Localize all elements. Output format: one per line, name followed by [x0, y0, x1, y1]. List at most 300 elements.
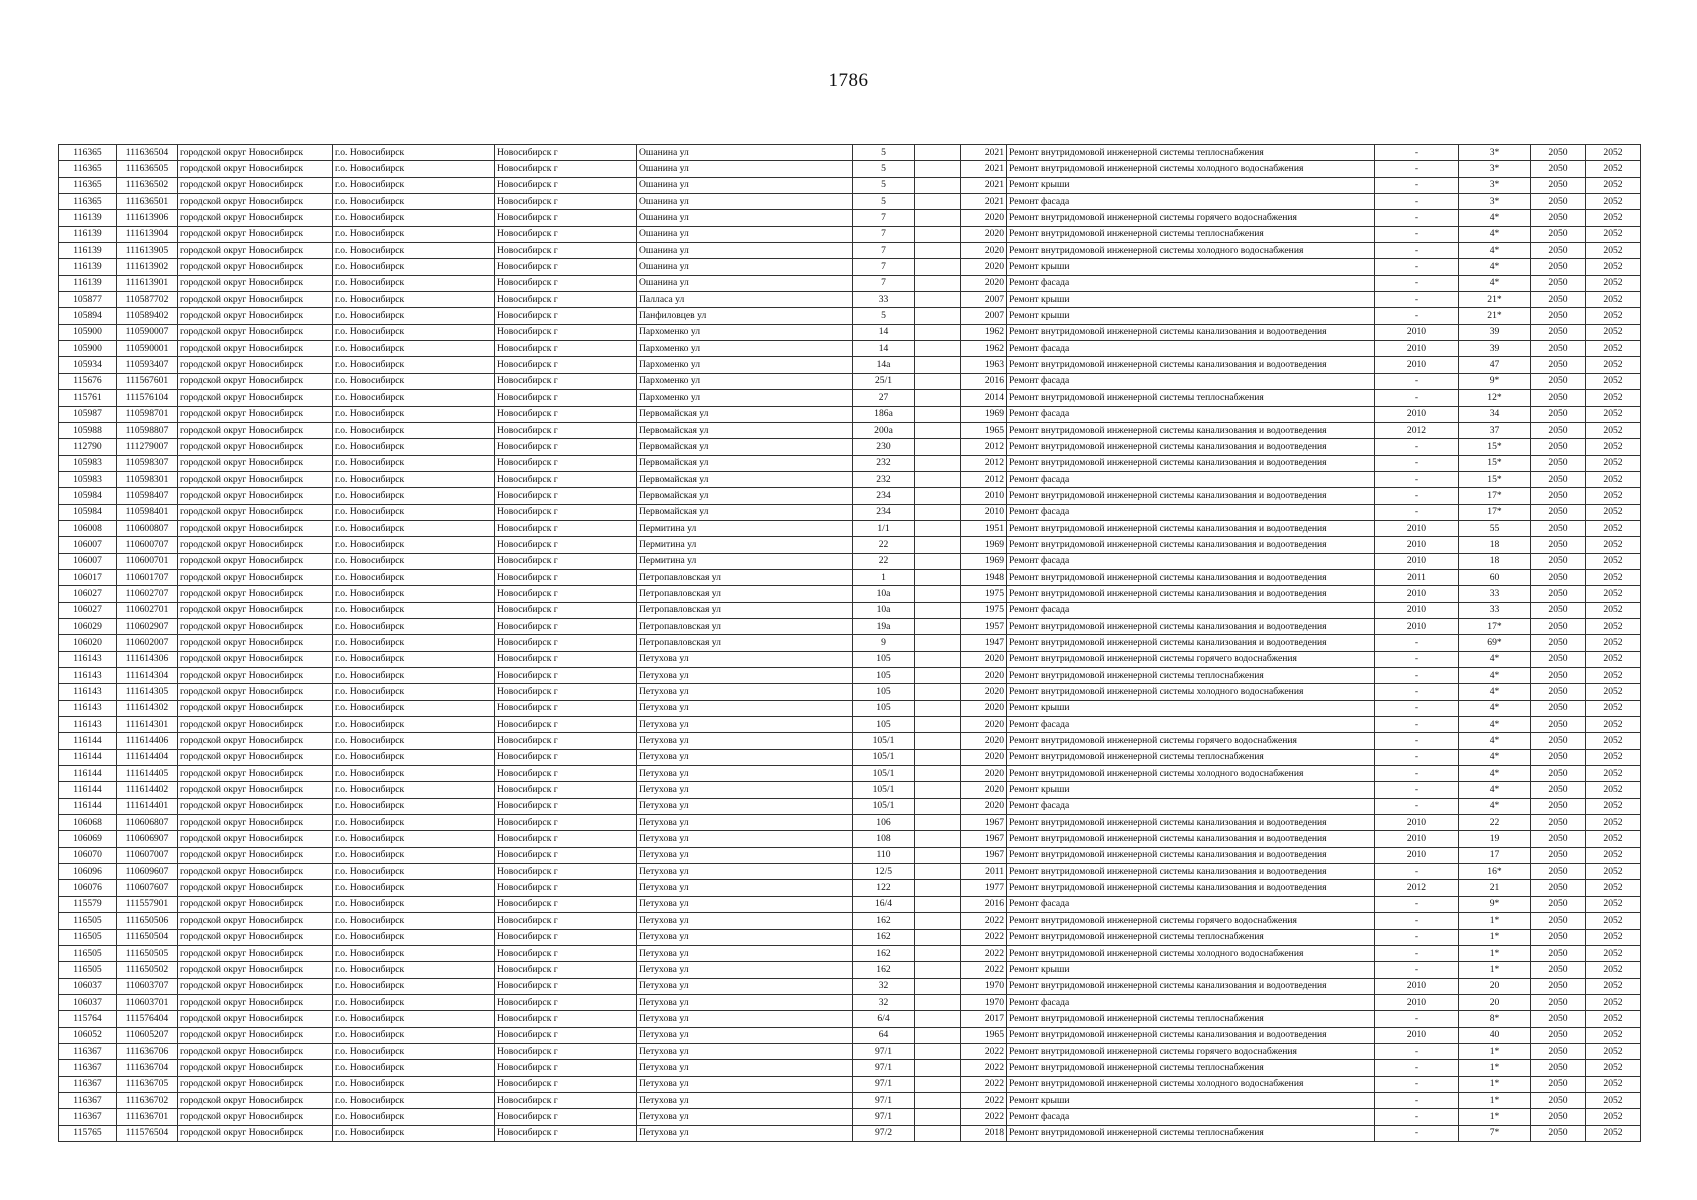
cell-work-type: Ремонт фасада — [1007, 1109, 1375, 1125]
cell-work-type: Ремонт крыши — [1007, 962, 1375, 978]
cell-work-type: Ремонт фасада — [1007, 373, 1375, 389]
cell-city: Новосибирск г — [495, 1109, 637, 1125]
cell-year: 2010 — [961, 504, 1007, 520]
cell-plan-end: 2052 — [1586, 226, 1641, 242]
cell-house-id: 106017 — [59, 569, 117, 585]
cell-work-type: Ремонт крыши — [1007, 308, 1375, 324]
table-row — [59, 700, 1641, 716]
cell-street: Ошанина ул — [637, 177, 853, 193]
cell-work-id: 111614305 — [117, 684, 178, 700]
table-row — [59, 880, 1641, 896]
cell-settlement: г.о. Новосибирск — [333, 406, 495, 422]
cell-building — [915, 308, 961, 324]
table-row — [59, 259, 1641, 275]
cell-plan-start: 2050 — [1531, 815, 1586, 831]
cell-city: Новосибирск г — [495, 357, 637, 373]
cell-last-repair-year: - — [1375, 962, 1459, 978]
table-row — [59, 945, 1641, 961]
cell-year: 1957 — [961, 618, 1007, 634]
cell-last-repair-year: - — [1375, 913, 1459, 929]
cell-year: 1975 — [961, 602, 1007, 618]
page-number: 1786 — [828, 70, 869, 91]
cell-house-id: 106076 — [59, 880, 117, 896]
table-row — [59, 422, 1641, 438]
table-row — [59, 177, 1641, 193]
cell-settlement: г.о. Новосибирск — [333, 684, 495, 700]
cell-plan-end: 2052 — [1586, 422, 1641, 438]
cell-house-number: 27 — [853, 390, 915, 406]
cell-municipality: городской округ Новосибирск — [178, 390, 333, 406]
cell-street: Петухова ул — [637, 782, 853, 798]
table-row — [59, 717, 1641, 733]
cell-house-number: 106 — [853, 815, 915, 831]
cell-street: Петухова ул — [637, 913, 853, 929]
cell-house-number: 22 — [853, 537, 915, 553]
cell-city: Новосибирск г — [495, 1076, 637, 1092]
cell-work-type: Ремонт фасада — [1007, 717, 1375, 733]
cell-plan-start: 2050 — [1531, 292, 1586, 308]
cell-work-id: 110605207 — [117, 1027, 178, 1043]
cell-house-id: 116144 — [59, 749, 117, 765]
cell-plan-start: 2050 — [1531, 831, 1586, 847]
table-row — [59, 651, 1641, 667]
cell-settlement: г.о. Новосибирск — [333, 553, 495, 569]
cell-city: Новосибирск г — [495, 962, 637, 978]
cell-street: Первомайская ул — [637, 439, 853, 455]
cell-municipality: городской округ Новосибирск — [178, 945, 333, 961]
cell-municipality: городской округ Новосибирск — [178, 1125, 333, 1141]
cell-house-id: 116505 — [59, 945, 117, 961]
cell-house-id: 116143 — [59, 668, 117, 684]
cell-municipality: городской округ Новосибирск — [178, 798, 333, 814]
cell-street: Петухова ул — [637, 668, 853, 684]
table-body — [59, 145, 1641, 1142]
cell-house-id: 116143 — [59, 651, 117, 667]
cell-plan-end: 2052 — [1586, 929, 1641, 945]
cell-plan-start: 2050 — [1531, 161, 1586, 177]
cell-work-id: 110600707 — [117, 537, 178, 553]
cell-last-repair-year: - — [1375, 1125, 1459, 1141]
cell-municipality: городской округ Новосибирск — [178, 766, 333, 782]
cell-work-type: Ремонт фасада — [1007, 406, 1375, 422]
cell-work-id: 110598301 — [117, 471, 178, 487]
cell-work-type: Ремонт внутридомовой инженерной системы горячего водоснабжения — [1007, 1043, 1375, 1059]
cell-plan-start: 2050 — [1531, 210, 1586, 226]
cell-building — [915, 210, 961, 226]
cell-year: 2021 — [961, 194, 1007, 210]
cell-plan-end: 2052 — [1586, 161, 1641, 177]
cell-work-id: 110606907 — [117, 831, 178, 847]
cell-year: 1965 — [961, 1027, 1007, 1043]
cell-municipality: городской округ Новосибирск — [178, 847, 333, 863]
cell-house-id: 116365 — [59, 145, 117, 161]
cell-city: Новосибирск г — [495, 308, 637, 324]
cell-house-number: 14 — [853, 324, 915, 340]
cell-work-type: Ремонт внутридомовой инженерной системы канализования и водоотведения — [1007, 880, 1375, 896]
cell-plan-end: 2052 — [1586, 520, 1641, 536]
cell-municipality: городской округ Новосибирск — [178, 815, 333, 831]
cell-municipality: городской округ Новосибирск — [178, 488, 333, 504]
cell-street: Петухова ул — [637, 1092, 853, 1108]
cell-city: Новосибирск г — [495, 864, 637, 880]
cell-city: Новосибирск г — [495, 292, 637, 308]
cell-work-id: 110598701 — [117, 406, 178, 422]
cell-plan-end: 2052 — [1586, 994, 1641, 1010]
cell-plan-end: 2052 — [1586, 390, 1641, 406]
cell-settlement: г.о. Новосибирск — [333, 733, 495, 749]
cell-year: 1951 — [961, 520, 1007, 536]
cell-plan-end: 2052 — [1586, 668, 1641, 684]
cell-work-type: Ремонт внутридомовой инженерной системы теплоснабжения — [1007, 1060, 1375, 1076]
cell-building — [915, 749, 961, 765]
cell-last-repair-year: - — [1375, 896, 1459, 912]
cell-plan-start: 2050 — [1531, 520, 1586, 536]
cell-work-id: 110607607 — [117, 880, 178, 896]
table-row — [59, 439, 1641, 455]
cell-house-number: 105/1 — [853, 749, 915, 765]
cell-city: Новосибирск г — [495, 913, 637, 929]
cell-work-type: Ремонт внутридомовой инженерной системы теплоснабжения — [1007, 668, 1375, 684]
cell-work-id: 110602907 — [117, 618, 178, 634]
cell-plan-end: 2052 — [1586, 651, 1641, 667]
cell-settlement: г.о. Новосибирск — [333, 210, 495, 226]
cell-last-repair-year: - — [1375, 929, 1459, 945]
cell-municipality: городской округ Новосибирск — [178, 161, 333, 177]
cell-settlement: г.о. Новосибирск — [333, 439, 495, 455]
cell-building — [915, 864, 961, 880]
cell-street: Первомайская ул — [637, 406, 853, 422]
cell-wear: 55 — [1459, 520, 1531, 536]
cell-street: Петропавловская ул — [637, 618, 853, 634]
cell-street: Петухова ул — [637, 717, 853, 733]
cell-settlement: г.о. Новосибирск — [333, 651, 495, 667]
cell-plan-end: 2052 — [1586, 1011, 1641, 1027]
cell-year: 2021 — [961, 161, 1007, 177]
cell-last-repair-year: 2010 — [1375, 341, 1459, 357]
cell-municipality: городской округ Новосибирск — [178, 226, 333, 242]
cell-plan-end: 2052 — [1586, 618, 1641, 634]
cell-house-id: 116365 — [59, 161, 117, 177]
cell-work-id: 111614306 — [117, 651, 178, 667]
cell-city: Новосибирск г — [495, 422, 637, 438]
cell-work-id: 111613902 — [117, 259, 178, 275]
cell-city: Новосибирск г — [495, 798, 637, 814]
cell-work-type: Ремонт фасада — [1007, 194, 1375, 210]
cell-settlement: г.о. Новосибирск — [333, 717, 495, 733]
cell-plan-start: 2050 — [1531, 978, 1586, 994]
cell-city: Новосибирск г — [495, 749, 637, 765]
table-row — [59, 864, 1641, 880]
cell-plan-end: 2052 — [1586, 749, 1641, 765]
cell-last-repair-year: - — [1375, 749, 1459, 765]
cell-city: Новосибирск г — [495, 455, 637, 471]
cell-work-type: Ремонт внутридомовой инженерной системы холодного водоснабжения — [1007, 161, 1375, 177]
cell-municipality: городской округ Новосибирск — [178, 243, 333, 259]
cell-street: Петухова ул — [637, 945, 853, 961]
cell-municipality: городской округ Новосибирск — [178, 700, 333, 716]
cell-wear: 4* — [1459, 275, 1531, 291]
cell-city: Новосибирск г — [495, 782, 637, 798]
cell-house-id: 105983 — [59, 455, 117, 471]
cell-work-id: 111636706 — [117, 1043, 178, 1059]
cell-settlement: г.о. Новосибирск — [333, 1027, 495, 1043]
cell-year: 2018 — [961, 1125, 1007, 1141]
cell-last-repair-year: 2010 — [1375, 586, 1459, 602]
cell-house-id: 116505 — [59, 913, 117, 929]
cell-municipality: городской округ Новосибирск — [178, 1060, 333, 1076]
cell-house-id: 106069 — [59, 831, 117, 847]
cell-house-id: 105900 — [59, 324, 117, 340]
cell-plan-end: 2052 — [1586, 782, 1641, 798]
cell-settlement: г.о. Новосибирск — [333, 537, 495, 553]
cell-building — [915, 1125, 961, 1141]
cell-house-number: 162 — [853, 945, 915, 961]
table-row — [59, 1043, 1641, 1059]
cell-last-repair-year: - — [1375, 226, 1459, 242]
cell-plan-end: 2052 — [1586, 1125, 1641, 1141]
cell-plan-start: 2050 — [1531, 929, 1586, 945]
cell-plan-start: 2050 — [1531, 1092, 1586, 1108]
cell-settlement: г.о. Новосибирск — [333, 145, 495, 161]
cell-municipality: городской округ Новосибирск — [178, 406, 333, 422]
cell-building — [915, 978, 961, 994]
cell-plan-start: 2050 — [1531, 586, 1586, 602]
cell-plan-end: 2052 — [1586, 292, 1641, 308]
cell-year: 1967 — [961, 847, 1007, 863]
cell-street: Петухова ул — [637, 1060, 853, 1076]
cell-plan-start: 2050 — [1531, 243, 1586, 259]
cell-plan-end: 2052 — [1586, 798, 1641, 814]
cell-wear: 16* — [1459, 864, 1531, 880]
table-row — [59, 553, 1641, 569]
cell-wear: 34 — [1459, 406, 1531, 422]
cell-year: 2020 — [961, 782, 1007, 798]
cell-house-id: 106007 — [59, 553, 117, 569]
cell-work-type: Ремонт внутридомовой инженерной системы канализования и водоотведения — [1007, 422, 1375, 438]
cell-house-number: 108 — [853, 831, 915, 847]
cell-work-id: 110602007 — [117, 635, 178, 651]
cell-year: 2022 — [961, 945, 1007, 961]
cell-building — [915, 1076, 961, 1092]
cell-house-id: 115761 — [59, 390, 117, 406]
cell-wear: 4* — [1459, 733, 1531, 749]
cell-house-number: 97/1 — [853, 1043, 915, 1059]
cell-building — [915, 945, 961, 961]
cell-street: Петухова ул — [637, 1109, 853, 1125]
cell-plan-start: 2050 — [1531, 471, 1586, 487]
cell-house-id: 116143 — [59, 717, 117, 733]
cell-building — [915, 896, 961, 912]
cell-house-id: 116367 — [59, 1076, 117, 1092]
cell-house-number: 7 — [853, 210, 915, 226]
cell-settlement: г.о. Новосибирск — [333, 602, 495, 618]
cell-settlement: г.о. Новосибирск — [333, 390, 495, 406]
cell-building — [915, 700, 961, 716]
cell-municipality: городской округ Новосибирск — [178, 831, 333, 847]
cell-settlement: г.о. Новосибирск — [333, 913, 495, 929]
cell-street: Ошанина ул — [637, 194, 853, 210]
cell-last-repair-year: - — [1375, 1109, 1459, 1125]
cell-last-repair-year: - — [1375, 488, 1459, 504]
cell-work-type: Ремонт внутридомовой инженерной системы холодного водоснабжения — [1007, 766, 1375, 782]
cell-wear: 4* — [1459, 668, 1531, 684]
cell-building — [915, 1027, 961, 1043]
cell-street: Петропавловская ул — [637, 586, 853, 602]
cell-plan-start: 2050 — [1531, 1027, 1586, 1043]
table-row — [59, 1125, 1641, 1141]
cell-municipality: городской округ Новосибирск — [178, 1027, 333, 1043]
cell-work-type: Ремонт внутридомовой инженерной системы горячего водоснабжения — [1007, 913, 1375, 929]
cell-work-type: Ремонт фасада — [1007, 896, 1375, 912]
cell-settlement: г.о. Новосибирск — [333, 471, 495, 487]
table-row — [59, 145, 1641, 161]
table-row — [59, 635, 1641, 651]
cell-settlement: г.о. Новосибирск — [333, 635, 495, 651]
cell-plan-start: 2050 — [1531, 226, 1586, 242]
cell-wear: 4* — [1459, 766, 1531, 782]
cell-last-repair-year: - — [1375, 259, 1459, 275]
cell-settlement: г.о. Новосибирск — [333, 488, 495, 504]
cell-wear: 17 — [1459, 847, 1531, 863]
cell-plan-start: 2050 — [1531, 553, 1586, 569]
cell-house-id: 106037 — [59, 978, 117, 994]
cell-year: 1970 — [961, 994, 1007, 1010]
cell-building — [915, 520, 961, 536]
cell-year: 2020 — [961, 210, 1007, 226]
cell-street: Петухова ул — [637, 962, 853, 978]
cell-last-repair-year: - — [1375, 1092, 1459, 1108]
cell-year: 2012 — [961, 439, 1007, 455]
cell-city: Новосибирск г — [495, 618, 637, 634]
cell-city: Новосибирск г — [495, 275, 637, 291]
cell-house-id: 106027 — [59, 586, 117, 602]
repair-schedule-table — [58, 144, 1641, 1142]
cell-building — [915, 194, 961, 210]
cell-building — [915, 1060, 961, 1076]
cell-wear: 47 — [1459, 357, 1531, 373]
cell-last-repair-year: 2010 — [1375, 357, 1459, 373]
cell-street: Первомайская ул — [637, 422, 853, 438]
cell-building — [915, 733, 961, 749]
cell-wear: 4* — [1459, 749, 1531, 765]
table-row — [59, 1076, 1641, 1092]
cell-work-type: Ремонт внутридомовой инженерной системы холодного водоснабжения — [1007, 684, 1375, 700]
cell-house-number: 186а — [853, 406, 915, 422]
cell-plan-start: 2050 — [1531, 1076, 1586, 1092]
table-row — [59, 520, 1641, 536]
cell-wear: 3* — [1459, 177, 1531, 193]
cell-plan-end: 2052 — [1586, 864, 1641, 880]
cell-city: Новосибирск г — [495, 880, 637, 896]
cell-work-type: Ремонт внутридомовой инженерной системы канализования и водоотведения — [1007, 569, 1375, 585]
table-row — [59, 618, 1641, 634]
cell-house-number: 97/2 — [853, 1125, 915, 1141]
cell-settlement: г.о. Новосибирск — [333, 749, 495, 765]
cell-work-id: 111614405 — [117, 766, 178, 782]
cell-house-id: 105877 — [59, 292, 117, 308]
cell-last-repair-year: - — [1375, 308, 1459, 324]
cell-city: Новосибирск г — [495, 324, 637, 340]
cell-year: 2022 — [961, 962, 1007, 978]
cell-plan-end: 2052 — [1586, 553, 1641, 569]
cell-house-id: 116367 — [59, 1060, 117, 1076]
cell-year: 2022 — [961, 913, 1007, 929]
cell-year: 2020 — [961, 798, 1007, 814]
cell-city: Новосибирск г — [495, 161, 637, 177]
cell-street: Петухова ул — [637, 880, 853, 896]
cell-wear: 20 — [1459, 978, 1531, 994]
cell-building — [915, 226, 961, 242]
table-row — [59, 194, 1641, 210]
cell-house-number: 1/1 — [853, 520, 915, 536]
cell-wear: 4* — [1459, 717, 1531, 733]
cell-city: Новосибирск г — [495, 651, 637, 667]
cell-municipality: городской округ Новосибирск — [178, 1011, 333, 1027]
cell-plan-end: 2052 — [1586, 259, 1641, 275]
cell-municipality: городской округ Новосибирск — [178, 618, 333, 634]
cell-wear: 7* — [1459, 1125, 1531, 1141]
cell-house-id: 115579 — [59, 896, 117, 912]
cell-year: 1965 — [961, 422, 1007, 438]
cell-house-number: 16/4 — [853, 896, 915, 912]
cell-building — [915, 488, 961, 504]
cell-house-number: 12/5 — [853, 864, 915, 880]
cell-work-type: Ремонт внутридомовой инженерной системы холодного водоснабжения — [1007, 945, 1375, 961]
cell-wear: 3* — [1459, 145, 1531, 161]
cell-street: Пархоменко ул — [637, 390, 853, 406]
cell-wear: 1* — [1459, 929, 1531, 945]
cell-house-number: 5 — [853, 308, 915, 324]
cell-work-type: Ремонт внутридомовой инженерной системы теплоснабжения — [1007, 1011, 1375, 1027]
cell-house-id: 116367 — [59, 1092, 117, 1108]
cell-street: Первомайская ул — [637, 455, 853, 471]
cell-year: 2020 — [961, 275, 1007, 291]
cell-plan-end: 2052 — [1586, 194, 1641, 210]
cell-municipality: городской округ Новосибирск — [178, 978, 333, 994]
cell-wear: 3* — [1459, 194, 1531, 210]
cell-city: Новосибирск г — [495, 668, 637, 684]
cell-last-repair-year: 2010 — [1375, 618, 1459, 634]
cell-year: 1963 — [961, 357, 1007, 373]
cell-house-id: 116143 — [59, 700, 117, 716]
table-row — [59, 275, 1641, 291]
cell-house-id: 116365 — [59, 177, 117, 193]
cell-municipality: городской округ Новосибирск — [178, 504, 333, 520]
cell-year: 1962 — [961, 341, 1007, 357]
cell-plan-start: 2050 — [1531, 749, 1586, 765]
cell-house-number: 32 — [853, 994, 915, 1010]
cell-house-number: 234 — [853, 488, 915, 504]
cell-plan-end: 2052 — [1586, 1092, 1641, 1108]
table-row — [59, 373, 1641, 389]
cell-wear: 4* — [1459, 684, 1531, 700]
table-row — [59, 913, 1641, 929]
cell-work-id: 111613906 — [117, 210, 178, 226]
cell-work-id: 111614302 — [117, 700, 178, 716]
cell-last-repair-year: 2012 — [1375, 880, 1459, 896]
cell-wear: 12* — [1459, 390, 1531, 406]
cell-settlement: г.о. Новосибирск — [333, 1092, 495, 1108]
table-row — [59, 782, 1641, 798]
cell-city: Новосибирск г — [495, 602, 637, 618]
cell-work-type: Ремонт фасада — [1007, 471, 1375, 487]
cell-last-repair-year: 2010 — [1375, 978, 1459, 994]
cell-plan-start: 2050 — [1531, 1125, 1586, 1141]
cell-work-type: Ремонт внутридомовой инженерной системы канализования и водоотведения — [1007, 439, 1375, 455]
cell-plan-start: 2050 — [1531, 390, 1586, 406]
cell-plan-start: 2050 — [1531, 504, 1586, 520]
cell-wear: 4* — [1459, 798, 1531, 814]
